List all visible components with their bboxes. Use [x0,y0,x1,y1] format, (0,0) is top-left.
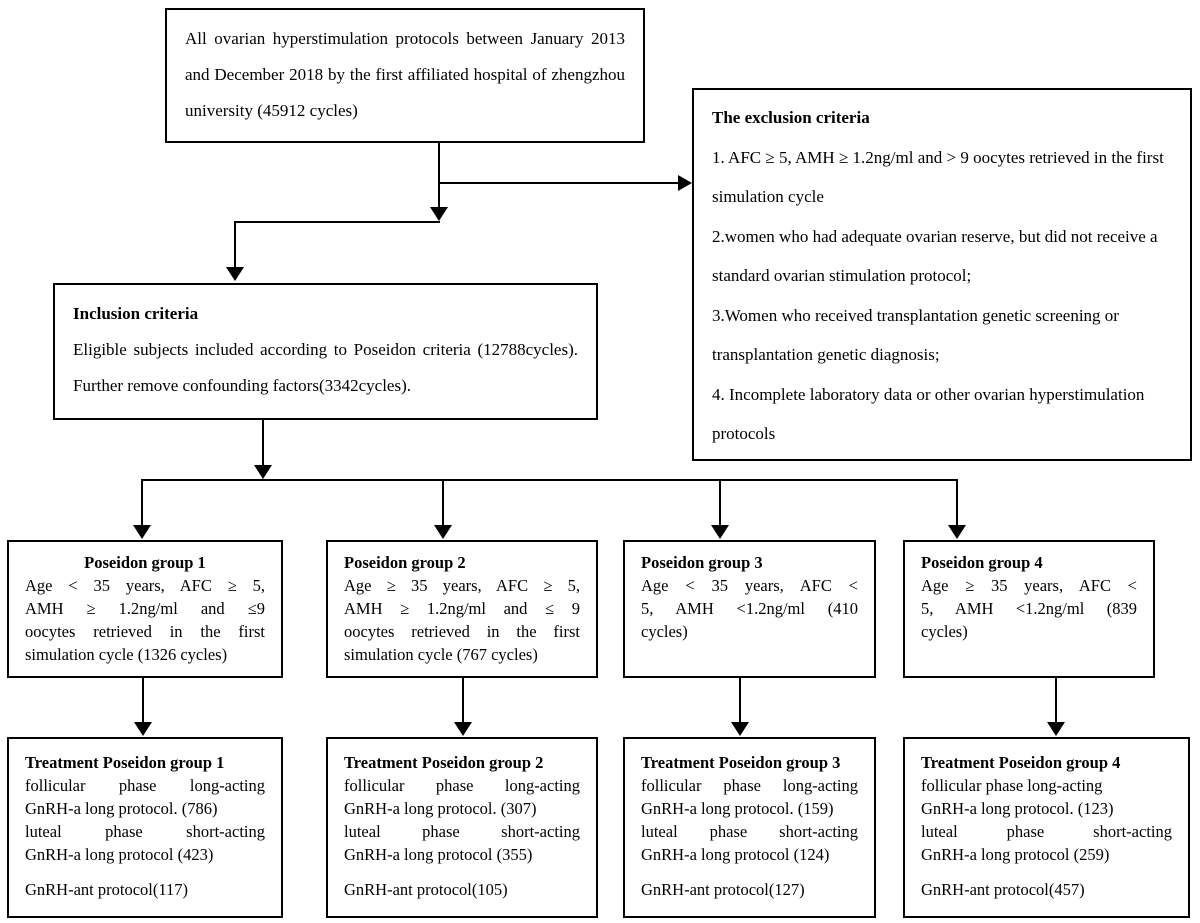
group-text-line: AMH ≥ 1.2ng/ml and ≤9 [25,599,265,618]
group-text-line: 5, AMH <1.2ng/ml (410 [641,599,858,618]
inclusion-text: Eligible subjects included according to Poseidon criteria (12788cycles). Further remove confounding factors(3342cycles). [73,340,578,395]
connector-inclusion-to-distribution [254,420,272,479]
group-text-line: 5, AMH <1.2ng/ml (839 [921,599,1137,618]
group-title: Poseidon group 2 [344,553,466,572]
treatment-text-line: follicular phase long-acting [344,776,580,795]
connector-to-group-1 [133,479,151,539]
inclusion-title: Inclusion criteria [73,304,199,323]
group-text-line: simulation cycle (767 cycles) [344,645,538,664]
connector-to-group-2 [434,479,452,539]
group-text-line: Age ≥ 35 years, AFC < [921,576,1137,595]
group-text-line: simulation cycle (1326 cycles) [25,645,228,664]
treatment-text-line: luteal phase short-acting [344,822,580,841]
treatment-title: Treatment Poseidon group 2 [344,753,544,772]
group-text-line: cycles) [641,622,688,641]
treatment-group-2-box [326,737,598,918]
treatment-antagonist-line: GnRH-ant protocol(127) [641,880,805,899]
source-box [165,8,645,143]
exclusion-item: 3.Women who received transplantation genetic screening or transplantation genetic diagnosis; [712,305,1119,364]
poseidon-group-2-box [326,540,598,678]
treatment-antagonist-line: GnRH-ant protocol(457) [921,880,1085,899]
poseidon-group-1-box [7,540,283,678]
treatment-group-4-box [903,737,1190,918]
group-text-line: oocytes retrieved in the first [25,622,265,641]
group-text-line: oocytes retrieved in the first [344,622,580,641]
group-title: Poseidon group 3 [641,553,763,572]
treatment-text-line: GnRH-a long protocol. (786) [25,799,218,818]
treatment-text-line: GnRH-a long protocol. (123) [921,799,1114,818]
treatment-group-1-box [7,737,283,918]
group-title: Poseidon group 1 [84,553,206,572]
treatment-text-line: follicular phase long-acting [921,776,1103,795]
connector-source-to-exclusion [439,175,692,191]
inclusion-criteria-box [53,283,598,420]
treatment-text-line: luteal phase short-acting [641,822,858,841]
treatment-text-line: luteal phase short-acting [25,822,265,841]
treatment-text-line: GnRH-a long protocol. (307) [344,799,537,818]
exclusion-item: 4. Incomplete laboratory data or other ovarian hyperstimulation protocols [712,384,1145,443]
treatment-antagonist-line: GnRH-ant protocol(117) [25,880,188,899]
treatment-text-line: GnRH-a long protocol. (159) [641,799,834,818]
group-text-line: Age < 35 years, AFC < [641,576,858,595]
connector-group3-to-treatment3 [731,678,749,736]
group-text-line: Age < 35 years, AFC ≥ 5, [25,576,265,595]
exclusion-item: 1. AFC ≥ 5, AMH ≥ 1.2ng/ml and > 9 oocytes retrieved in the first simulation cycle [712,147,1164,206]
treatment-text-line: GnRH-a long protocol (259) [921,845,1110,864]
connector-to-inclusion [226,222,440,281]
treatment-antagonist-line: GnRH-ant protocol(105) [344,880,508,899]
poseidon-group-3-box [623,540,876,678]
connector-group2-to-treatment2 [454,678,472,736]
connector-to-group-3 [711,479,729,539]
exclusion-item: 2.women who had adequate ovarian reserve, but did not receive a standard ovarian stimulation protocol; [712,226,1158,285]
treatment-title: Treatment Poseidon group 3 [641,753,841,772]
treatment-text-line: GnRH-a long protocol (423) [25,845,214,864]
group-text-line: cycles) [921,622,968,641]
poseidon-group-4-box [903,540,1155,678]
treatment-text-line: luteal phase short-acting [921,822,1172,841]
treatment-title: Treatment Poseidon group 4 [921,753,1121,772]
treatment-text-line: follicular phase long-acting [25,776,265,795]
treatment-title: Treatment Poseidon group 1 [25,753,225,772]
group-title: Poseidon group 4 [921,553,1043,572]
connector-group1-to-treatment1 [134,678,152,736]
treatment-group-3-box [623,737,876,918]
group-text-line: Age ≥ 35 years, AFC ≥ 5, [344,576,580,595]
source-text: All ovarian hyperstimulation protocols between January 2013 and December 2018 by the first affiliated hospital of zhengzhou university (45912 cycles) [185,29,625,120]
group-text-line: AMH ≥ 1.2ng/ml and ≤ 9 [344,599,580,618]
exclusion-title: The exclusion criteria [712,108,870,127]
exclusion-criteria-box [692,88,1192,461]
connector-group4-to-treatment4 [1047,678,1065,736]
connector-to-group-4 [948,479,966,539]
treatment-text-line: GnRH-a long protocol (124) [641,845,830,864]
connector-source-down [430,142,448,221]
treatment-text-line: GnRH-a long protocol (355) [344,845,533,864]
treatment-text-line: follicular phase long-acting [641,776,858,795]
